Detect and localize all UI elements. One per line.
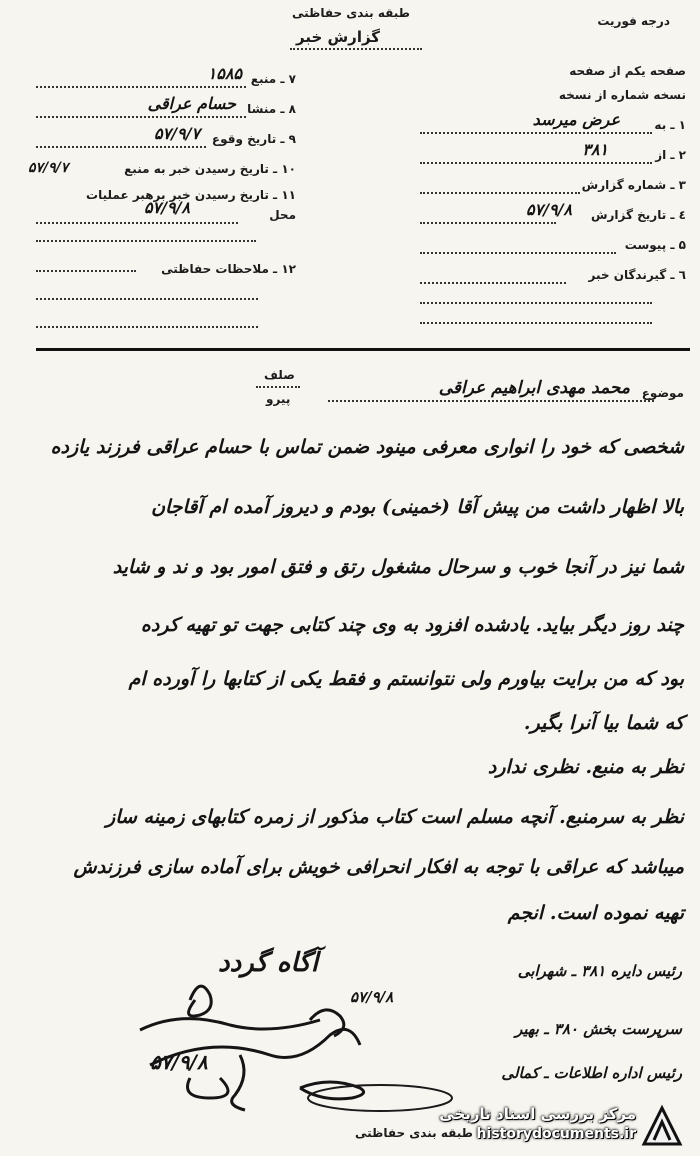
receipt-ops-dots: [36, 222, 238, 224]
remarks-dots-2: [36, 298, 258, 300]
place-label: محل: [269, 208, 296, 222]
body-line-10: تهیه نموده است. انجم: [507, 902, 684, 924]
title-underline: [290, 48, 422, 50]
remarks-label: ۱۲ ـ ملاحظات حفاظتی: [161, 262, 296, 276]
watermark-org-name: مرکز بررسی اسناد تاریخی: [439, 1105, 636, 1123]
event-date-label: ۹ ـ تاریخ وقوع: [211, 132, 296, 146]
source-dots: [36, 86, 246, 88]
receipt-ops-value: ۵۷/۹/۸: [143, 198, 190, 217]
status-bottom: پیرو: [266, 392, 291, 406]
chief-date: ۵۷/۹/۸: [350, 988, 394, 1006]
remarks-dots-3: [36, 326, 258, 328]
deputy-signature-line: سرپرست بخش ۳۸۰ ـ بهیر: [515, 1020, 682, 1038]
body-line-2: بالا اظهار داشت من پیش آقا (خمینی) بودم و دیروز آمده ام آقاجان: [151, 496, 684, 518]
origin-value: حسام عراقی: [147, 94, 236, 113]
body-line-7: نظر به منبع. نظری ندارد: [487, 756, 684, 778]
body-line-3: شما نیز در آنجا خوب و سرحال مشغول رتق و فتق امور بود و ند و شاید: [112, 556, 684, 578]
report-date-label: ٤ ـ تاریخ گزارش: [590, 208, 686, 222]
recipients-label: ٦ ـ گیرندگان خبر: [588, 268, 686, 282]
report-date-dots: [420, 222, 556, 224]
report-date-value: ۵۷/۹/۸: [525, 200, 572, 219]
recipients-dots: [420, 282, 566, 284]
recipients-dots-2: [420, 302, 652, 304]
handnote: آگاه گردد: [218, 948, 319, 978]
report-no-label: ۳ ـ شماره گزارش: [581, 178, 686, 192]
subject-label: موضوع: [641, 386, 684, 400]
recipients-dots-3: [420, 322, 652, 324]
event-date-dots: [36, 146, 206, 148]
report-no-dots: [420, 192, 580, 194]
event-date-value: ۵۷/۹/۷: [153, 124, 200, 143]
origin-label: ۸ ـ منشا: [247, 102, 296, 116]
form-title: گزارش خبر: [296, 28, 381, 46]
classification-top: طبقه بندی حفاظتی: [292, 6, 410, 20]
to-value: عرض میرسد: [532, 110, 620, 129]
attachment-label: ۵ ـ پیوست: [624, 238, 686, 252]
section-divider: [36, 348, 690, 351]
body-line-4: چند روز دیگر بیاید. یادشده افزود به وی چند کتابی جهت تو تهیه کرده: [140, 614, 684, 636]
from-label: ۲ ـ از: [655, 148, 686, 162]
from-value: ۳۸۱: [582, 140, 608, 159]
remarks-dots: [36, 270, 136, 272]
archive-logo-icon: [640, 1104, 684, 1146]
watermark-logo: [416, 1102, 688, 1148]
subject-dots: [328, 400, 654, 402]
urgency-label: درجه فوریت: [597, 14, 670, 28]
to-dots: [420, 132, 652, 134]
status-divider: [256, 386, 300, 388]
subject-value: محمد مهدی ابراهیم عراقی: [438, 378, 630, 398]
source-value: ۱۵۸۵: [207, 64, 242, 83]
origin-dots: [36, 116, 246, 118]
to-label: ۱ ـ به: [654, 118, 686, 132]
body-line-1: شخصی که خود را انواری معرفی مینود ضمن تماس با حسام عراقی فرزند یازده: [50, 436, 684, 458]
body-line-8: نظر به سرمنبع. آنچه مسلم است کتاب مذکور از زمره کتابهای زمینه ساز: [106, 806, 684, 828]
copy-line: نسخه شماره از نسخه: [558, 88, 686, 102]
receipt-source-label: ۱۰ ـ تاریخ رسیدن خبر به منبع: [124, 162, 296, 176]
status-top: صلف: [264, 368, 295, 382]
body-line-5: بود که من برایت بیاورم ولی نتوانستم و فقط یکی از کتابها را آورده ام: [128, 668, 684, 690]
chief-signature-line: رئیس دایره ۳۸۱ ـ شهرابی: [517, 962, 682, 980]
receipt-source-value: ۵۷/۹/۷: [28, 160, 69, 176]
attachment-dots: [420, 252, 616, 254]
body-line-6: که شما بیا آنرا بگیر.: [523, 712, 684, 734]
dept-signature-line: رئیس اداره اطلاعات ـ کمالی: [501, 1064, 682, 1082]
watermark-site: historydocuments.ir: [476, 1126, 636, 1142]
bottom-date: ۵۷/۹/۸: [150, 1050, 208, 1074]
body-line-9: میباشد که عراقی با توجه به افکار انحرافی خویش برای آماده سازی فرزندش: [73, 856, 684, 878]
remarks-dots-0: [36, 240, 256, 242]
source-label: ۷ ـ منبع: [250, 72, 296, 86]
receipt-ops-label: ۱۱ ـ تاریخ رسیدن خبر برهبر عملیات: [86, 188, 296, 202]
from-dots: [420, 162, 652, 164]
page-line: صفحه یکم از صفحه: [569, 64, 686, 78]
classification-bottom: طبقه بندی حفاظتی: [355, 1126, 473, 1140]
